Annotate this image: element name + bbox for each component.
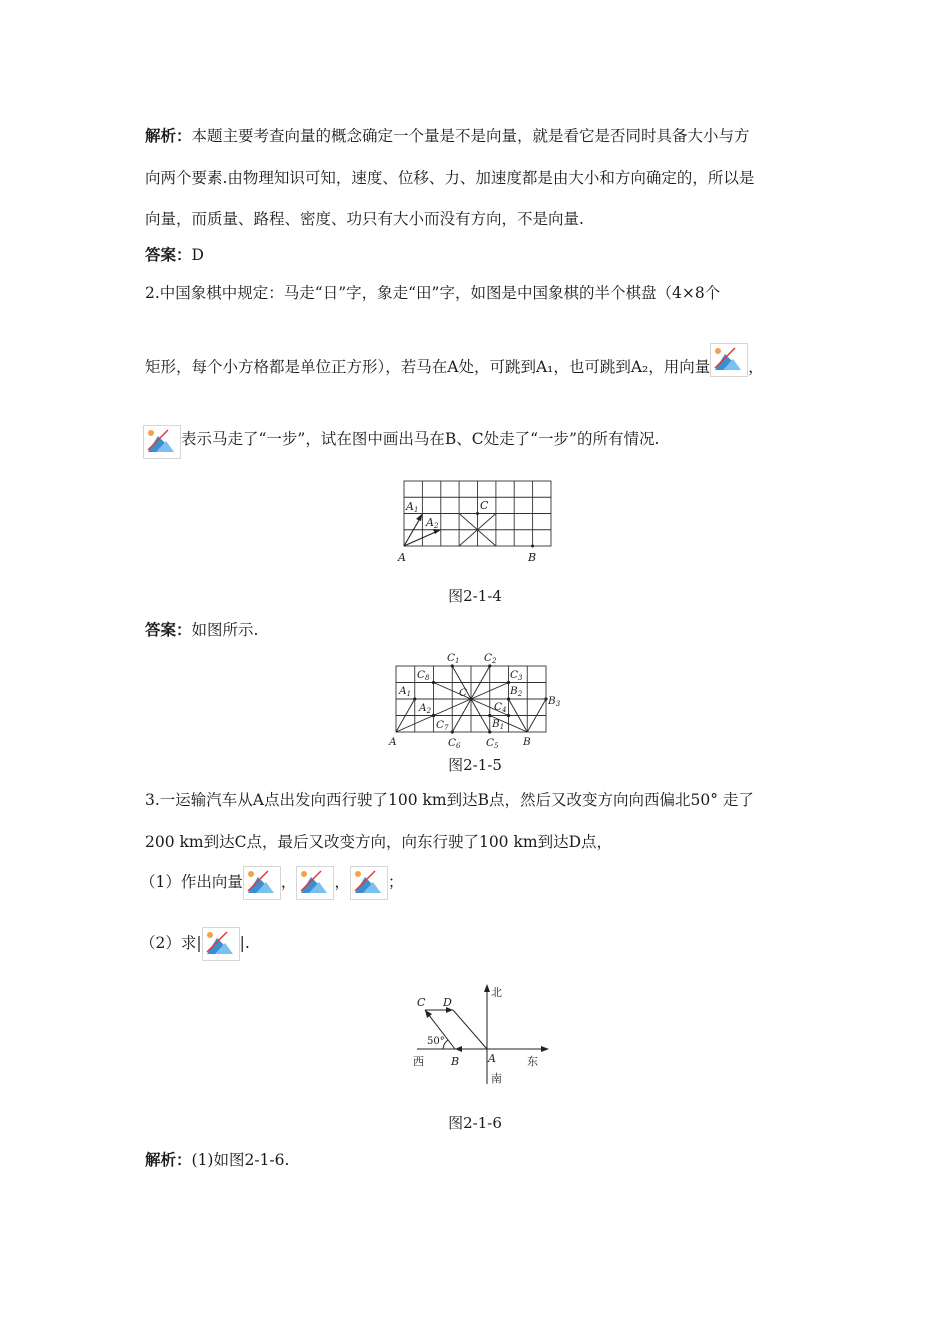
q3-part1-label: （1）作出向量 <box>140 873 243 891</box>
abs-bar-right: | <box>239 934 245 952</box>
fig2-label-a2: A2 <box>419 702 432 715</box>
vector-image-icon <box>143 425 181 459</box>
abs-bar-left: | <box>196 934 202 952</box>
q2-line3-text: 表示马走了“一步”，试在图中画出马在B、C处走了“一步”的所有情况. <box>181 430 660 448</box>
q3-analysis <box>145 1150 289 1170</box>
fig3-d: D <box>443 996 452 1009</box>
figure-2-1-6 <box>405 980 555 1092</box>
vector-image-icon <box>710 343 748 377</box>
vector-image-icon <box>202 927 240 961</box>
fig2-label-c5: C5 <box>486 737 499 750</box>
analysis-label: 解析： <box>145 1150 192 1169</box>
q2-line3 <box>143 425 659 459</box>
fig3-angle: 50° <box>427 1036 445 1047</box>
q2-answer <box>145 620 258 640</box>
fig2-label-c3: C3 <box>510 669 523 682</box>
fig2-label-c: C <box>459 687 468 699</box>
fig2-label-c7: C7 <box>436 719 449 732</box>
answer-label: 答案： <box>145 620 192 639</box>
q1-analysis-line2: 向两个要素.由物理知识可知，速度、位移、力、加速度都是由大小和方向确定的，所以是 <box>145 169 755 187</box>
fig3-west: 西 <box>413 1055 424 1068</box>
fig2-label-a1: A1 <box>399 685 412 698</box>
figure-2-1-4 <box>394 478 560 570</box>
fig1-label-a2: A2 <box>426 516 439 530</box>
fig2-label-c6: C6 <box>448 737 461 750</box>
answer-label: 答案： <box>145 245 192 264</box>
fig3-east: 东 <box>527 1055 538 1068</box>
fig2-label-b2: B2 <box>510 685 523 698</box>
q3-line2: 200 km到达C点，最后又改变方向，向东行驶了100 km到达D点， <box>145 833 612 851</box>
q1-analysis-line3: 向量，而质量、路程、密度、功只有大小而没有方向，不是向量. <box>145 210 584 228</box>
q2-line1: 2.中国象棋中规定：马走“日”字，象走“田”字，如图是中国象棋的半个棋盘（4×8个 <box>145 284 721 302</box>
analysis-label: 解析： <box>145 126 192 145</box>
q3-part2-label: （2）求 <box>140 934 197 952</box>
vector-image-icon <box>296 866 334 900</box>
fig3-a: A <box>488 1052 496 1065</box>
answer-value: 如图所示. <box>191 621 259 639</box>
q2-comma: ， <box>748 358 764 376</box>
q1-answer <box>145 245 204 265</box>
analysis-text: 本题主要考查向量的概念确定一个量是不是向量，就是看它是否同时具备大小与方 <box>191 127 750 145</box>
fig2-label-c8: C8 <box>417 669 430 682</box>
fig1-label-c: C <box>480 499 489 512</box>
fig2-label-a: A <box>389 736 397 748</box>
q3-part2 <box>140 927 250 961</box>
q1-analysis-line1 <box>145 126 750 146</box>
fig1-label-a1: A1 <box>406 500 419 514</box>
fig2-label-b: B <box>523 736 531 748</box>
answer-value: D <box>191 246 204 264</box>
fig1-label-a: A <box>398 551 406 564</box>
fig2-label-c2: C2 <box>484 652 497 665</box>
q2-line2 <box>145 343 764 377</box>
fig2-label-c1: C1 <box>447 652 460 665</box>
figure-2-1-5 <box>386 650 566 752</box>
analysis-text: (1)如图2-1-6. <box>191 1151 290 1169</box>
q3-part1 <box>140 866 403 900</box>
fig3-c: C <box>417 996 426 1009</box>
q3-line1: 3.一运输汽车从A点出发向西行驶了100 km到达B点，然后又改变方向向西偏北50° 走了 <box>145 791 754 809</box>
vector-image-icon <box>243 866 281 900</box>
figure-2-1-5-caption: 图2-1-5 <box>448 756 502 774</box>
sep: ， <box>334 873 350 891</box>
vector-image-icon <box>350 866 388 900</box>
fig1-label-b: B <box>528 551 537 564</box>
fig3-south: 南 <box>491 1072 502 1085</box>
end: ； <box>387 873 404 891</box>
sep: ， <box>280 873 297 891</box>
figure-2-1-4-caption: 图2-1-4 <box>448 587 502 605</box>
end: . <box>244 934 250 952</box>
fig2-label-b1: B1 <box>492 718 505 731</box>
fig3-b: B <box>451 1055 460 1068</box>
q2-line2-text: 矩形，每个小方格都是单位正方形），若马在A处，可跳到A₁，也可跳到A₂，用向量 <box>145 358 711 376</box>
fig3-north: 北 <box>491 986 502 999</box>
figure-2-1-6-caption: 图2-1-6 <box>448 1114 502 1132</box>
fig2-label-c4: C4 <box>494 701 507 714</box>
fig2-label-b3: B3 <box>548 695 561 708</box>
